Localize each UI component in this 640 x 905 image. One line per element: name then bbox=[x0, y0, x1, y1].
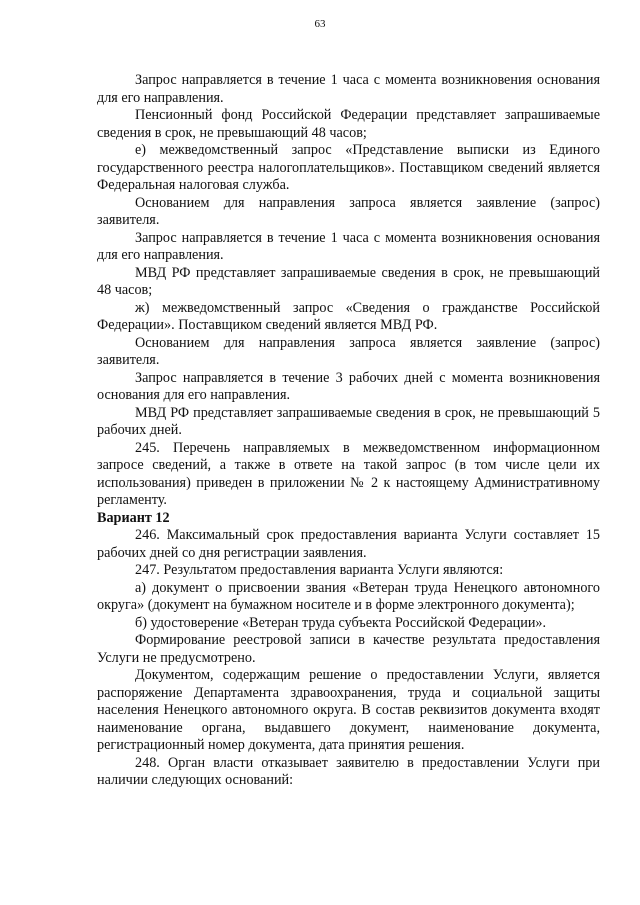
paragraph: 248. Орган власти отказывает заявителю в предоставлении Услуги при наличии следующих оснований: bbox=[97, 754, 600, 788]
paragraph: Пенсионный фонд Российской Федерации представляет запрашиваемые сведения в срок, не превышающий 48 часов; bbox=[97, 107, 600, 141]
paragraph: Запрос направляется в течение 1 часа с момента возникновения основания для его направления. bbox=[97, 72, 600, 106]
paragraph: 246. Максимальный срок предоставления варианта Услуги составляет 15 рабочих дней со дня регистрации заявления. bbox=[97, 527, 600, 561]
paragraph: Основанием для направления запроса является заявление (запрос) заявителя. bbox=[97, 334, 600, 368]
page-number: 63 bbox=[314, 18, 326, 30]
paragraph: Запрос направляется в течение 1 часа с момента возникновения основания для его направления. bbox=[97, 229, 600, 263]
paragraph: Основанием для направления запроса является заявление (запрос) заявителя. bbox=[97, 194, 600, 228]
document-body bbox=[97, 72, 600, 790]
paragraph: Запрос направляется в течение 3 рабочих дней с момента возникновения основания для его направления. bbox=[97, 369, 600, 403]
paragraph: 245. Перечень направляемых в межведомственном информационном запросе сведений, а также в ответе на такой запрос (в том числе цели их использования) приведен в приложении № 2 к настоящему Административному регламенту. bbox=[97, 439, 600, 508]
paragraph: а) документ о присвоении звания «Ветеран труда Ненецкого автономного округа» (документ на бумажном носителе и в форме электронного документа); bbox=[97, 579, 600, 613]
section-heading: Вариант 12 bbox=[97, 509, 170, 526]
paragraph: Документом, содержащим решение о предоставлении Услуги, является распоряжение Департамента здравоохранения, труда и социальной защиты населения Ненецкого автономного округа. В состав реквизитов документа входят наименование органа, выдавшего документ, наименование документа, регистрационный номер документа, дата принятия решения. bbox=[97, 667, 600, 753]
paragraph: б) удостоверение «Ветеран труда субъекта Российской Федерации». bbox=[135, 614, 547, 631]
paragraph: 247. Результатом предоставления варианта Услуги являются: bbox=[135, 562, 504, 578]
paragraph: МВД РФ представляет запрашиваемые сведения в срок, не превышающий 5 рабочих дней. bbox=[97, 404, 600, 438]
paragraph: Формирование реестровой записи в качестве результата предоставления Услуги не предусмотрено. bbox=[97, 632, 600, 666]
paragraph: ж) межведомственный запрос «Сведения о гражданстве Российской Федерации». Поставщиком сведений является МВД РФ. bbox=[97, 299, 600, 333]
paragraph: е) межведомственный запрос «Представление выписки из Единого государственного реестра налогоплательщиков». Поставщиком сведений является Федеральная налоговая служба. bbox=[97, 142, 600, 193]
paragraph: МВД РФ представляет запрашиваемые сведения в срок, не превышающий 48 часов; bbox=[97, 264, 600, 298]
